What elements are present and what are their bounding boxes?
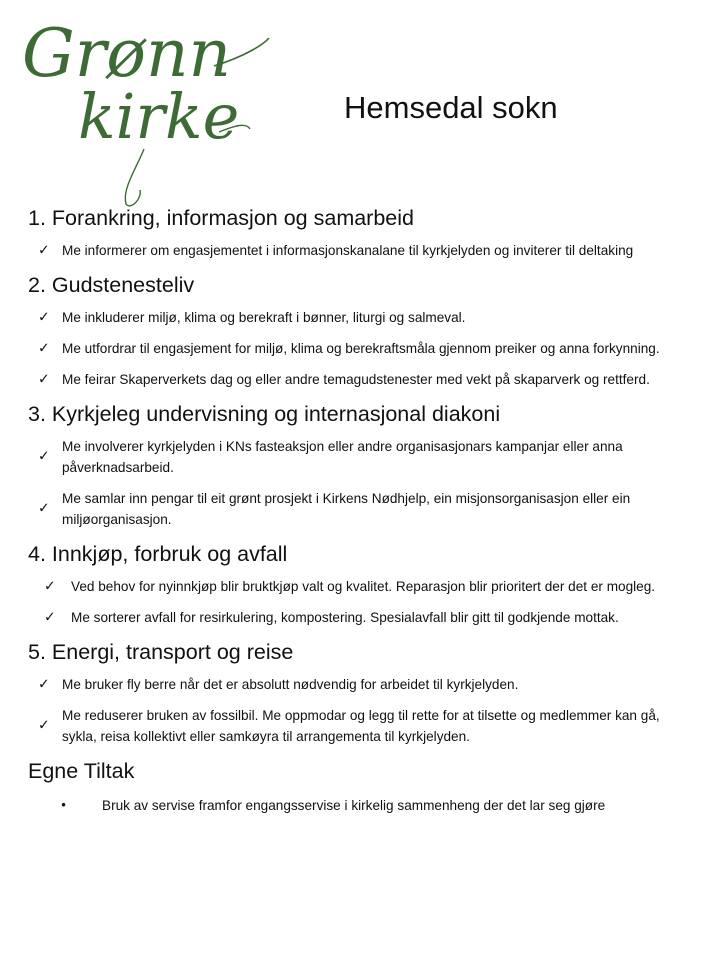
list-item-text: Me reduserer bruken av fossilbil. Me oppmodar og legg til rette for at tilsette og medlemmer kan gå, sykla, reisa kollektivt eller samkøyra til arrangementa til kyrkjelyden.: [62, 708, 660, 744]
logo-word-kirke: kirke: [78, 80, 240, 153]
section-heading: 3. Kyrkjeleg undervisning og internasjonal diakoni: [28, 402, 501, 426]
check-icon: ✓: [44, 578, 56, 594]
list-item-text: Ved behov for nyinnkjøp blir bruktkjøp valt og kvalitet. Reparasjon blir prioritert der det er mogleg.: [71, 579, 656, 594]
check-icon: ✓: [38, 676, 50, 692]
list-item-text: Me samlar inn pengar til eit grønt prosjekt i Kirkens Nødhjelp, ein misjonsorganisasjon eller ein miljøorganisasjon.: [62, 491, 631, 527]
list-item: [28, 674, 688, 695]
section-4: [28, 540, 688, 628]
section-heading: 1. Forankring, informasjon og samarbeid: [28, 206, 414, 230]
checklist: [28, 674, 688, 747]
list-item: [28, 338, 688, 359]
list-item-text: Me feirar Skaperverkets dag og eller andre temagudstenester med vekt på skaparverk og rettferd.: [62, 372, 650, 387]
gronn-kirke-logo: [14, 4, 274, 209]
list-item-text: Me involverer kyrkjelyden i KNs fasteaksjon eller andre organisasjonars kampanjar eller anna påverknadsarbeid.: [62, 439, 623, 475]
list-item: [28, 607, 688, 628]
section-3: [28, 400, 688, 530]
logo-artwork: [14, 4, 274, 209]
list-item: [28, 795, 688, 816]
section-1: [28, 204, 688, 261]
section-heading: Egne Tiltak: [28, 759, 135, 783]
logo-flourish-bottom: [125, 149, 144, 206]
section-2: [28, 271, 688, 390]
document-body: [28, 204, 688, 826]
section-heading: 5. Energi, transport og reise: [28, 640, 294, 664]
section-5: [28, 638, 688, 747]
check-icon: ✓: [38, 448, 50, 465]
check-icon: ✓: [38, 500, 50, 517]
check-icon: ✓: [38, 717, 50, 734]
bullet-icon: •: [60, 798, 68, 812]
checklist: [28, 307, 688, 390]
check-icon: ✓: [38, 371, 50, 387]
parish-title: Hemsedal sokn: [344, 90, 558, 125]
checklist: [28, 576, 688, 628]
list-item-text: Me bruker fly berre når det er absolutt nødvendig for arbeidet til kyrkjelyden.: [62, 677, 519, 692]
list-item-text: Me informerer om engasjementet i informasjonskanalane til kyrkjelyden og inviterer til deltaking: [62, 243, 634, 258]
checklist: [28, 436, 688, 530]
section-heading: 2. Gudstenesteliv: [28, 273, 195, 297]
list-item: [28, 240, 688, 261]
check-icon: ✓: [38, 309, 50, 325]
list-item: [28, 576, 688, 597]
logo-word-gronn: Grønn: [22, 15, 232, 92]
list-item-text: Bruk av servise framfor engangsservise i kirkelig sammenheng der det lar seg gjøre: [102, 798, 606, 813]
checklist: [28, 240, 688, 261]
list-item: [28, 307, 688, 328]
section-own-measures: [28, 757, 688, 816]
list-item: [28, 705, 688, 747]
list-item-text: Me sorterer avfall for resirkulering, kompostering. Spesialavfall blir gitt til godkjende mottak.: [71, 610, 619, 625]
check-icon: ✓: [38, 340, 50, 356]
list-item: [28, 488, 688, 530]
check-icon: ✓: [38, 242, 50, 258]
list-item-text: Me utfordrar til engasjement for miljø, klima og berekraftsmåla gjennom preiker og anna forkynning.: [62, 341, 660, 356]
list-item: [28, 369, 688, 390]
list-item: [28, 436, 688, 478]
section-heading: 4. Innkjøp, forbruk og avfall: [28, 542, 288, 566]
check-icon: ✓: [44, 609, 56, 625]
list-item-text: Me inkluderer miljø, klima og berekraft i bønner, liturgi og salmeval.: [62, 310, 466, 325]
bullet-list: [28, 795, 688, 816]
